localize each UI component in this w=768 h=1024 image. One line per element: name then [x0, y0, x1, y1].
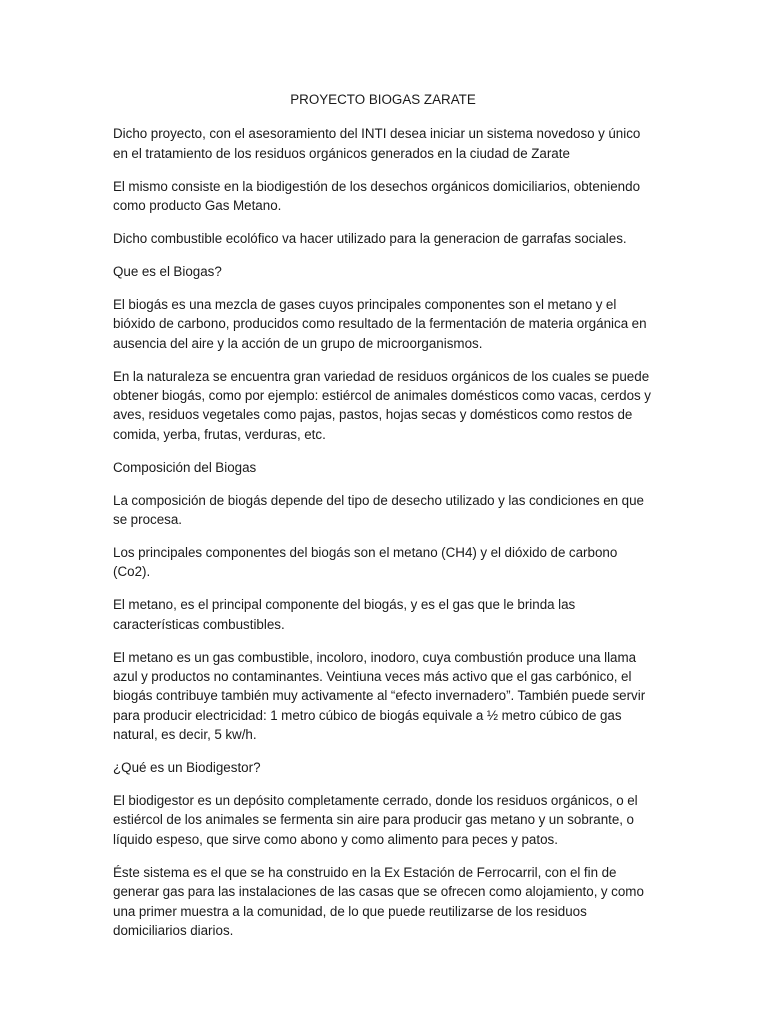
paragraph-intro: Dicho proyecto, con el asesoramiento del INTI desea iniciar un sistema novedoso y único en el tratamiento de los residuos orgánicos generados en la ciudad de Zarate	[113, 126, 641, 161]
paragraph-fuel-use: Dicho combustible ecolófico va hacer utilizado para la generacion de garrafas sociales.	[113, 231, 627, 247]
paragraph-methane-properties: El metano es un gas combustible, incoloro, inodoro, cuya combustión produce una llama azul y productos no contaminantes. Veintiuna veces más activo que el gas carbónico, el biogás contribuye también muy activamente al “efecto invernadero”. También puede servir para producir electricidad: 1 metro cúbico de biogás equivale a ½ metro cúbico de gas natural, es decir, 5 kw/h.	[113, 649, 646, 743]
paragraph-composition-depends: La composición de biogás depende del tipo de desecho utilizado y las condiciones en que se procesa.	[113, 492, 644, 527]
paragraph-main-components: Los principales componentes del biogás son el metano (CH4) y el dióxido de carbono (Co2).	[113, 544, 618, 580]
paragraph-biogas-definition: El biogás es una mezcla de gases cuyos principales componentes son el metano y el bióxido de carbono, producidos como resultado de la fermentación de materia orgánica en ausencia del aire y la acción de un grupo de microorganismos.	[113, 296, 647, 351]
paragraph-station-system: Éste sistema es el que se ha construido en la Ex Estación de Ferrocarril, con el fin de generar gas para las instalaciones de las casas que se ofrecen como alojamiento, y como una primer muestra a la comunidad, de lo que puede reutilizarse de los residuos domiciliarios diarios.	[113, 864, 644, 938]
heading-what-is-biodigester: ¿Qué es un Biodigestor?	[113, 760, 261, 776]
paragraph-organic-sources: En la naturaleza se encuentra gran variedad de residuos orgánicos de los cuales se puede obtener biogás, como por ejemplo: estiércol de animales domésticos como vacas, cerdos y aves, residuos vegetales como pajas, pastos, hojas secas y domésticos como restos de comida, yerba, frutas, verduras, etc.	[113, 368, 651, 442]
paragraph-methane-main: El metano, es el principal componente del biogás, y es el gas que le brinda las características combustibles.	[113, 597, 576, 632]
heading-biogas-composition: Composición del Biogas	[113, 459, 257, 475]
paragraph-biodigester-definition: El biodigestor es un depósito completamente cerrado, donde los residuos orgánicos, o el estiércol de los animales se fermenta sin aire para producir gas metano y un sobrante, o líquido espeso, que sirve como abono y como alimento para peces y patos.	[113, 792, 638, 847]
heading-what-is-biogas: Que es el Biogas?	[113, 263, 222, 279]
document-body	[113, 90, 653, 954]
paragraph-biodigestion: El mismo consiste en la biodigestión de los desechos orgánicos domiciliarios, obteniendo como producto Gas Metano.	[113, 178, 641, 214]
document-title: PROYECTO BIOGAS ZARATE	[290, 92, 476, 107]
